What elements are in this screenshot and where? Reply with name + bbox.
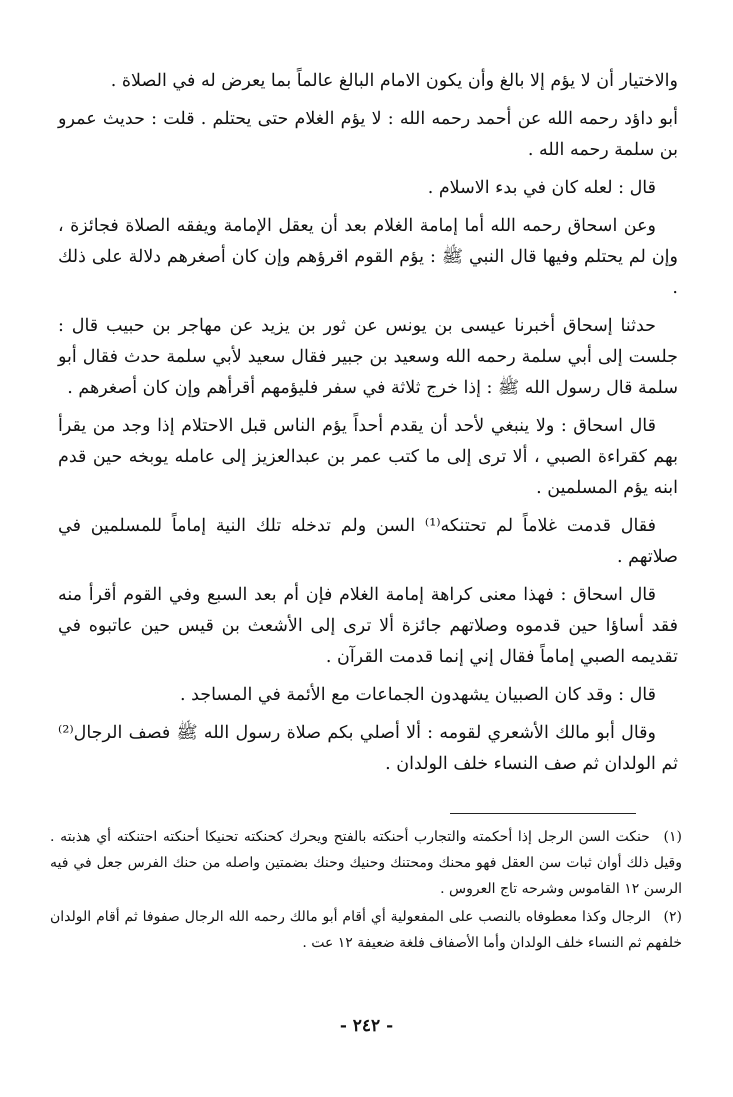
paragraph-7: فقال قدمت غلاماً لم تحتنكه⁽¹⁾ السن ولم تدخله تلك النية إماماً للمسلمين في صلاتهم . bbox=[58, 516, 678, 567]
paragraph-6: قال اسحاق : ولا ينبغي لأحد أن يقدم أحداً يؤم الناس قبل الاحتلام إذا وجد من يقرأ بهم كقراءة الصبي ، ألا ترى إلى ما كتب عمر بن عبدالعزيز إلى عامله يوبخه حين قدم ابنه يؤم المسلمين . bbox=[58, 416, 678, 498]
footnote-separator bbox=[450, 813, 636, 814]
footnote-text: حنكت السن الرجل إذا أحكمته والتجارب أحنكته بالفتح ويحرك كحنكته تحنيكا أحنكته احتنكته أي هذبته . وقيل ذلك أوان ثبات سن العقل فهو محنك ومحتنك وحنيك وحنك بضمتين واصله من حنك الفرس جعل في فيه الرسن ١٢ القاموس وشرحه تاج العروس . bbox=[50, 829, 682, 897]
paragraph-3: قال : لعله كان في بدء الاسلام . bbox=[427, 178, 656, 198]
footnote-number: (٢) bbox=[663, 909, 682, 925]
paragraph-8: قال اسحاق : فهذا معنى كراهة إمامة الغلام فإن أم بعد السبع وفي القوم أقرأ منه فقد أساؤا حين قدموه وصلاتهم جائزة ألا ترى إلى الأشعث بن قيس حين عاتبوه في تقديمه الصبي إماماً فقال إني إنما قدمت القرآن . bbox=[58, 585, 678, 667]
paragraph-4: وعن اسحاق رحمه الله أما إمامة الغلام بعد أن يعقل الإمامة ويفقه الصلاة فجائزة ، وإن لم يحتلم وفيها قال النبي ﷺ : يؤم القوم اقرؤهم وإن كان أصغرهم دلالة على ذلك . bbox=[58, 216, 678, 298]
main-text bbox=[58, 66, 678, 787]
paragraph-1: والاختيار أن لا يؤم إلا بالغ وأن يكون الامام البالغ عالماً بما يعرض له في الصلاة . bbox=[110, 71, 678, 91]
footnote-2 bbox=[50, 904, 682, 956]
footnote-number: (١) bbox=[663, 829, 682, 845]
paragraph-10: وقال أبو مالك الأشعري لقومه : ألا أصلي بكم صلاة رسول الله ﷺ فصف الرجال⁽²⁾ثم الولدان ثم صف النساء خلف الولدان . bbox=[58, 723, 678, 774]
paragraph-2: أبو داؤد رحمه الله عن أحمد رحمه الله : لا يؤم الغلام حتى يحتلم . قلت : حديث عمرو بن سلمة رحمه الله . bbox=[58, 109, 678, 160]
paragraph-5: حدثنا إسحاق أخبرنا عيسى بن يونس عن ثور بن يزيد عن مهاجر بن حبيب قال : جلست إلى أبي سلمة رحمه الله وسعيد بن جبير فقال سعيد لأبي سلمة حدث فقال أبو سلمة قال رسول الله ﷺ : إذا خرج ثلاثة في سفر فليؤمهم أقرأهم وإن كان أصغرهم . bbox=[58, 316, 678, 398]
paragraph-9: قال : وقد كان الصبيان يشهدون الجماعات مع الأئمة في المساجد . bbox=[179, 685, 656, 705]
footnote-text: الرجال وكذا معطوفاه بالنصب على المفعولية أي أقام أبو مالك رحمه الله الرجال صفوفا ثم أقام الولدان خلفهم ثم النساء خلف الولدان وأما الأصفاف فلغة ضعيفة ١٢ عت . bbox=[50, 909, 682, 951]
page-number: - ٢٤٢ - bbox=[339, 1016, 394, 1036]
footnote-1 bbox=[50, 824, 682, 902]
footnotes bbox=[50, 824, 682, 958]
